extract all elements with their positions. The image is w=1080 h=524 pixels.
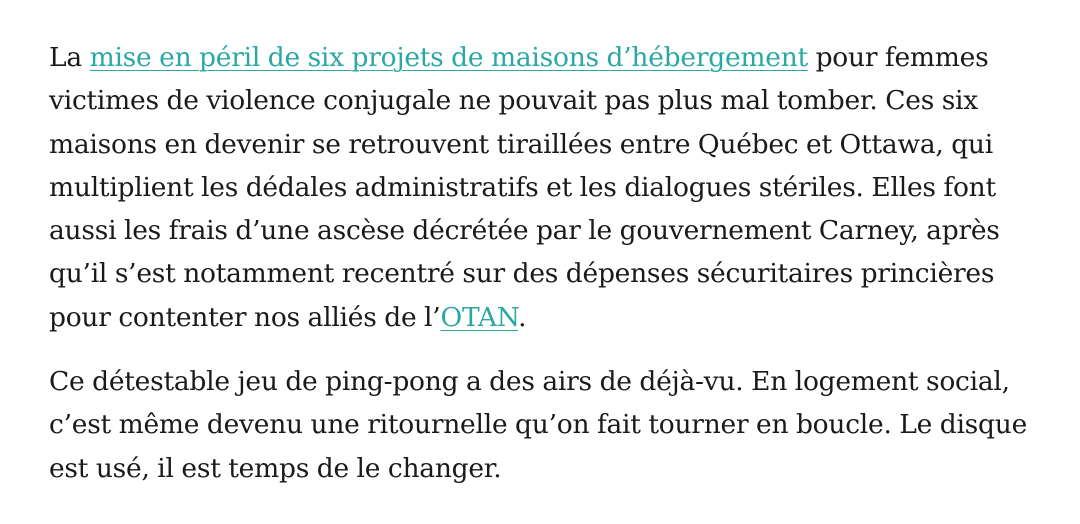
paragraph-1 [49, 36, 1049, 339]
link-otan[interactable]: OTAN [440, 301, 519, 333]
paragraph-1-middle: pour femmes victimes de violence conjugale ne pouvait pas plus mal tomber. Ces six maisons en devenir se retrouvent tiraillées entre Québec et Ottawa, qui multiplient les dédales administratifs et les dialogues stériles. Elles font aussi les frais d’une ascèse décrétée par le gouvernement Carney, après qu’il s’est notamment recentré sur des dépenses sécuritaires princières pour contenter nos alliés de l’ [49, 42, 1000, 333]
paragraph-1-prefix: La [49, 42, 90, 73]
article-body [49, 36, 1049, 511]
paragraph-1-suffix: . [518, 301, 527, 333]
paragraph-2: Ce détestable jeu de ping-pong a des airs de déjà-vu. En logement social, c’est même devenu une ritournelle qu’on fait tourner en boucle. Le disque est usé, il est temps de le changer. [49, 366, 1027, 484]
link-mise-en-peril[interactable]: mise en péril de six projets de maisons d’hébergement [89, 42, 808, 73]
